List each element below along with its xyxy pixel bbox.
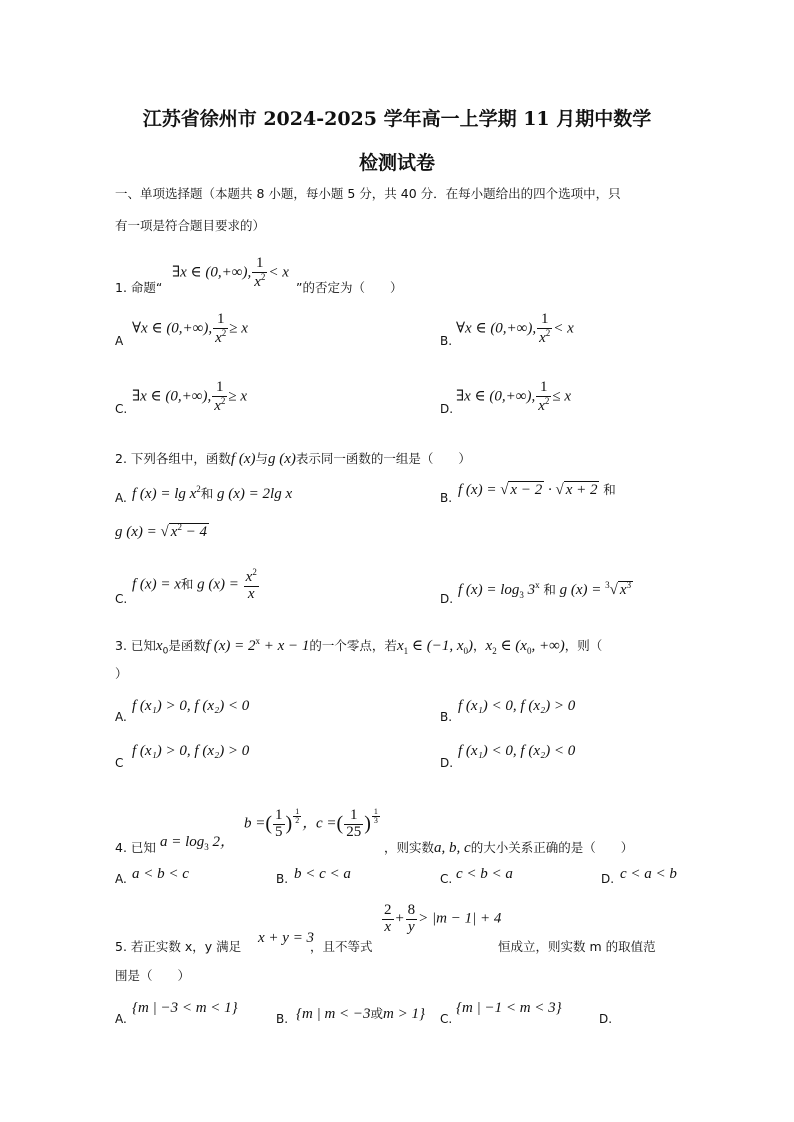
- q5-condition: x + y = 3: [258, 930, 315, 946]
- q5-stem-a: 5. 若正实数 x，y 满足: [115, 939, 242, 954]
- q4-stem-b: ，则实数a, b, c的大小关系正确的是（ ）: [384, 840, 634, 856]
- q1-option-d: ∃x ∈ (0,+∞), $\frac{1}{x^2}$ ≤ x: [456, 379, 572, 414]
- q3-option-c: f (x₁) > 0, f (x₂) > 0: [132, 743, 250, 759]
- q1-expr: ∃x ∈ (0,+∞), $\frac{1}{x^2}$ < x: [172, 255, 289, 290]
- q1-label-a: A: [115, 334, 124, 348]
- q5-stem-d: 围是（ ）: [115, 968, 191, 983]
- q2-option-d: f $(x) = \log_3 3^x$ 和 g (x) = $^3$√ $x^3$: [458, 580, 632, 600]
- section-header-2: 有一项是符合题目要求的）: [115, 218, 266, 233]
- q2-label-d: D.: [440, 592, 454, 606]
- q5-label-c: C.: [440, 1012, 453, 1026]
- q3-stem: 3. 已知$x_0$是函数f $(x) = 2^x + x - 1$的一个零点，若$x_1$ ∈ (−1, $x_0$)，$x_2$ ∈ ($x_0$, +∞)，则（: [115, 636, 603, 657]
- q2-option-b: f (x) = √ x − 2 · √ x + 2 和: [458, 482, 616, 498]
- q3-label-b: B.: [440, 710, 453, 724]
- q4-b-expr: b =( $\frac{1}{5}$ ) $\frac{1}{2}$ ，: [244, 807, 318, 840]
- q5-option-b: {m | m < −3或m > 1}: [296, 1006, 425, 1022]
- q4-a-expr: $a = \log_3 2$，: [160, 834, 236, 852]
- q3-label-d: D.: [440, 756, 454, 770]
- q5-label-a: A.: [115, 1012, 127, 1026]
- q1-option-a: ∀x ∈ (0,+∞), $\frac{1}{x^2}$ ≥ x: [132, 311, 248, 346]
- q4-option-d: c < a < b: [620, 866, 677, 882]
- q4-label-c: C.: [440, 872, 453, 886]
- q2-option-a: f $(x) = \lg x^2$和 g (x) = 2lg x: [132, 484, 293, 502]
- q3-stem-end: ）: [115, 666, 128, 681]
- q5-label-b: B.: [276, 1012, 289, 1026]
- q4-c-expr: c =( $\frac{1}{25}$ ) $\frac{1}{3}$: [316, 807, 378, 840]
- q5-stem-c: 恒成立，则实数 m 的取值范: [498, 939, 656, 954]
- q2-label-c: C.: [115, 592, 128, 606]
- q1-label-d: D.: [440, 402, 454, 416]
- q5-label-d: D.: [599, 1012, 613, 1026]
- q2-label-b: B.: [440, 491, 453, 505]
- q4-option-c: c < b < a: [456, 866, 513, 882]
- q3-label-c: C: [115, 756, 124, 770]
- q1-option-c: ∃x ∈ (0,+∞), $\frac{1}{x^2}$ ≥ x: [132, 379, 248, 414]
- q2-stem: 2. 下列各组中，函数f (x)与g (x)表示同一函数的一组是（ ）: [115, 451, 471, 467]
- q5-option-c: {m | −1 < m < 3}: [456, 1000, 562, 1016]
- q3-option-a: f (x₁) > 0, f (x₂) < 0: [132, 698, 250, 714]
- q4-label-b: B.: [276, 872, 289, 886]
- q1-prefix: 1. 命题“: [115, 280, 163, 295]
- q5-inequality: $\frac{2}{x}$ + $\frac{8}{y}$ > |m − 1| + 4: [384, 902, 502, 935]
- q5-stem-b: ，且不等式: [310, 939, 373, 954]
- q1-label-c: C.: [115, 402, 128, 416]
- title-line-1: 江苏省徐州市 2024-2025 学年高一上学期 11 月期中数学: [142, 108, 652, 130]
- q4-option-a: a < b < c: [132, 866, 189, 882]
- q3-label-a: A.: [115, 710, 127, 724]
- title-line-2: 检测试卷: [358, 152, 435, 174]
- section-header-1: 一、单项选择题（本题共 8 小题，每小题 5 分，共 40 分．在每小题给出的四个选项中，只: [115, 186, 621, 201]
- q5-option-a: {m | −3 < m < 1}: [132, 1000, 238, 1016]
- q1-option-b: ∀x ∈ (0,+∞), $\frac{1}{x^2}$ < x: [456, 311, 574, 346]
- q1-label-b: B.: [440, 334, 453, 348]
- q4-label-d: D.: [601, 872, 615, 886]
- q3-option-b: f (x₁) < 0, f (x₂) > 0: [458, 698, 576, 714]
- q4-option-b: b < c < a: [294, 866, 351, 882]
- q2-option-c: f (x) = x和 g (x) = $\frac{x^2}{x}$: [132, 567, 257, 602]
- q2-label-a: A.: [115, 491, 127, 505]
- q2-option-b-g: g (x) = √ $x^2 - 4$: [115, 522, 208, 540]
- q4-stem-a: 4. 已知: [115, 840, 156, 855]
- q3-option-d: f (x₁) < 0, f (x₂) < 0: [458, 743, 576, 759]
- q1-suffix: ”的否定为（ ）: [296, 280, 403, 295]
- q4-label-a: A.: [115, 872, 127, 886]
